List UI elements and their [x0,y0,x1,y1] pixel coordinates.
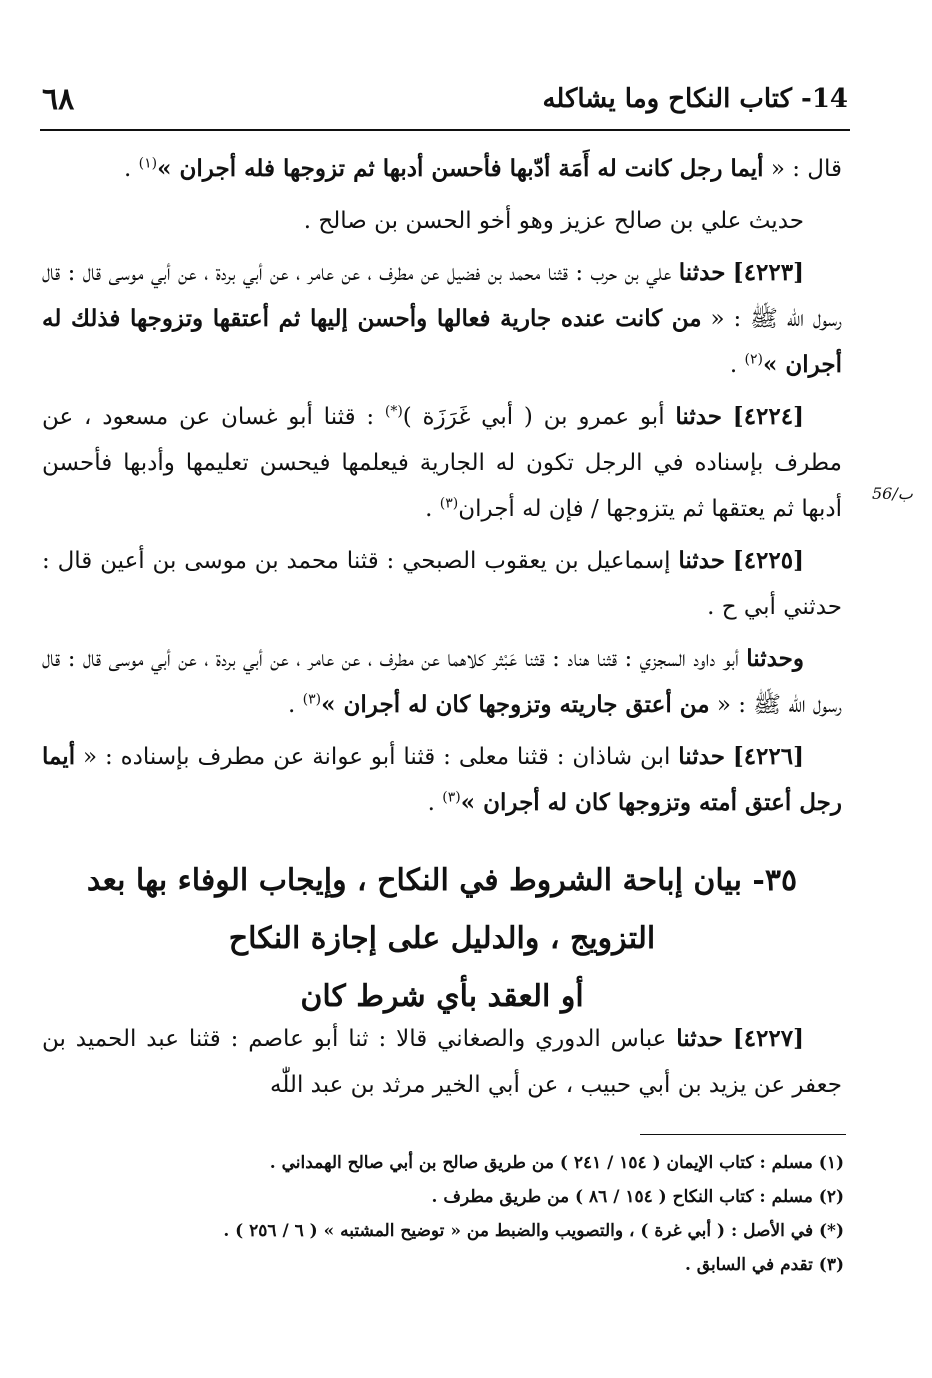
matn: من كانت عنده جارية فعالها وأحسن إليها ثم أعتقها وتزوجها فذلك له أجران [42,305,842,378]
hadith-4226: [٤٢٢٦] حدثنا ابن شاذان : قثنا معلى : قثنا أبو عوانة عن مطرف بإسناده : « أيما رجل أعتق أمته وتزوجها كان له أجران »$^{(٣)}$ . [42,743,842,816]
running-title: 14- كتاب النكاح وما يشاكله [542,84,848,114]
hadith-number: [٤٢٢٦] [732,743,805,770]
footnote: (*) في الأصل : ( أبي غرة ) ، والتصويب والضبط من « توضيح المشتبه » ( ٦ / ٢٥٦ ) . [223,1221,844,1241]
hadith-4225-second-chain: وحدثنا أبو داود السجزي : قثنا هناد : قثنا عَبْثر كلاهما عن مطرف ، عن عامر ، عن أبي بردة ، عن أبي موسى قال : قال رسول اللّٰه ﷺ : « من أعتق جاريته وتزوجها كان له أجران »$^{(٣)}$ . [42,645,842,718]
chapter-heading [42,852,842,1026]
footnote-ref: (٢) [744,351,764,368]
hadith-4225: [٤٢٢٥] حدثنا إسماعيل بن يعقوب الصبحي : قثنا محمد بن موسى بن أعين قال : حدثني أبي ح . [42,547,842,620]
hadith-number: [٤٢٢٧] [732,1025,805,1052]
hadith-4227: [٤٢٢٧] حدثنا عباس الدوري والصغاني قالا : ثنا أبو عاصم : قثنا عبد الحميد بن جعفر عن يزيد بن أبي حبيب ، عن أبي الخير مرثد بن عبد اللّٰه [42,1025,842,1098]
main-text-continued [42,1016,842,1108]
footnote: (٢) مسلم : كتاب النكاح ( ١٥٤ / ٨٦ ) من طريق مطرف . [431,1187,844,1207]
page-number: ٦٨ [42,82,75,117]
footnote-rule [640,1134,846,1135]
hadith-number: [٤٢٢٣] [732,259,804,286]
chapter-heading-line: أو العقد بأي شرط كان [300,979,584,1014]
header-rule [40,129,850,131]
matn: أيما رجل كانت له أَمَة أدّبها فأحسن أدبها ثم تزوجها فله أجران [179,155,764,182]
footnote-ref: (٣) [442,789,461,806]
footnote-ref: (١) [138,155,158,172]
hadith-number: [٤٢٢٤] [732,403,804,430]
page-header [40,78,848,122]
chapter-heading-line: ٣٥- بيان إباحة الشروط في النكاح ، وإيجاب الوفاء بها بعد [86,863,798,898]
matn: من أعتق جاريته وتزوجها كان له أجران [343,691,710,718]
footnotes [42,1146,844,1282]
footnote-ref: (٣) [439,495,459,512]
footnote: (٣) تقدم في السابق . [684,1255,844,1275]
hadith-comment: حديث علي بن صالح عزيز وهو أخو الحسن بن صالح . [303,208,804,234]
chapter-heading-line: التزويج ، والدليل على إجازة النكاح [228,921,656,956]
hadith-4222-tail: قال : « أيما رجل كانت له أَمَة أدّبها فأحسن أدبها ثم تزوجها فله أجران »$^{(١)}$ . [124,155,842,182]
matn: أيما رجل أعتق أمته وتزوجها كان له أجران [42,743,842,816]
main-text [42,146,842,832]
manuscript-folio-marker: 56/ب [872,484,913,503]
hadith-number: [٤٢٢٥] [732,547,804,574]
hadith-4223: [٤٢٢٣] حدثنا علي بن حرب : قثنا محمد بن فضيل عن مطرف ، عن عامر ، عن أبي بردة ، عن أبي موسى قال : قال رسول اللّٰه ﷺ : « من كانت عنده جارية فعالها وأحسن إليها ثم أعتقها وتزوجها فذلك له أجران »$^{(٢)}$ . [42,259,842,378]
hadith-4224: [٤٢٢٤] حدثنا أبو عمرو بن ( أبي غَرَزَة )(*) : قثنا أبو غسان عن مسعود ، عن مطرف بإسناده في الرجل تكون له الجارية فيعلمها فيحسن تعليمها وأدبها فأحسن أدبها ثم يعتقها ثم يتزوجها / فإن له أجران$^{(٣)}$ . [42,403,842,522]
footnote: (١) مسلم : كتاب الإيمان ( ١٥٤ / ٢٤١ ) من طريق صالح بن أبي صالح الهمداني . [269,1153,844,1173]
footnote-ref: (*) [384,403,403,420]
footnote-ref: (٣) [302,691,322,708]
